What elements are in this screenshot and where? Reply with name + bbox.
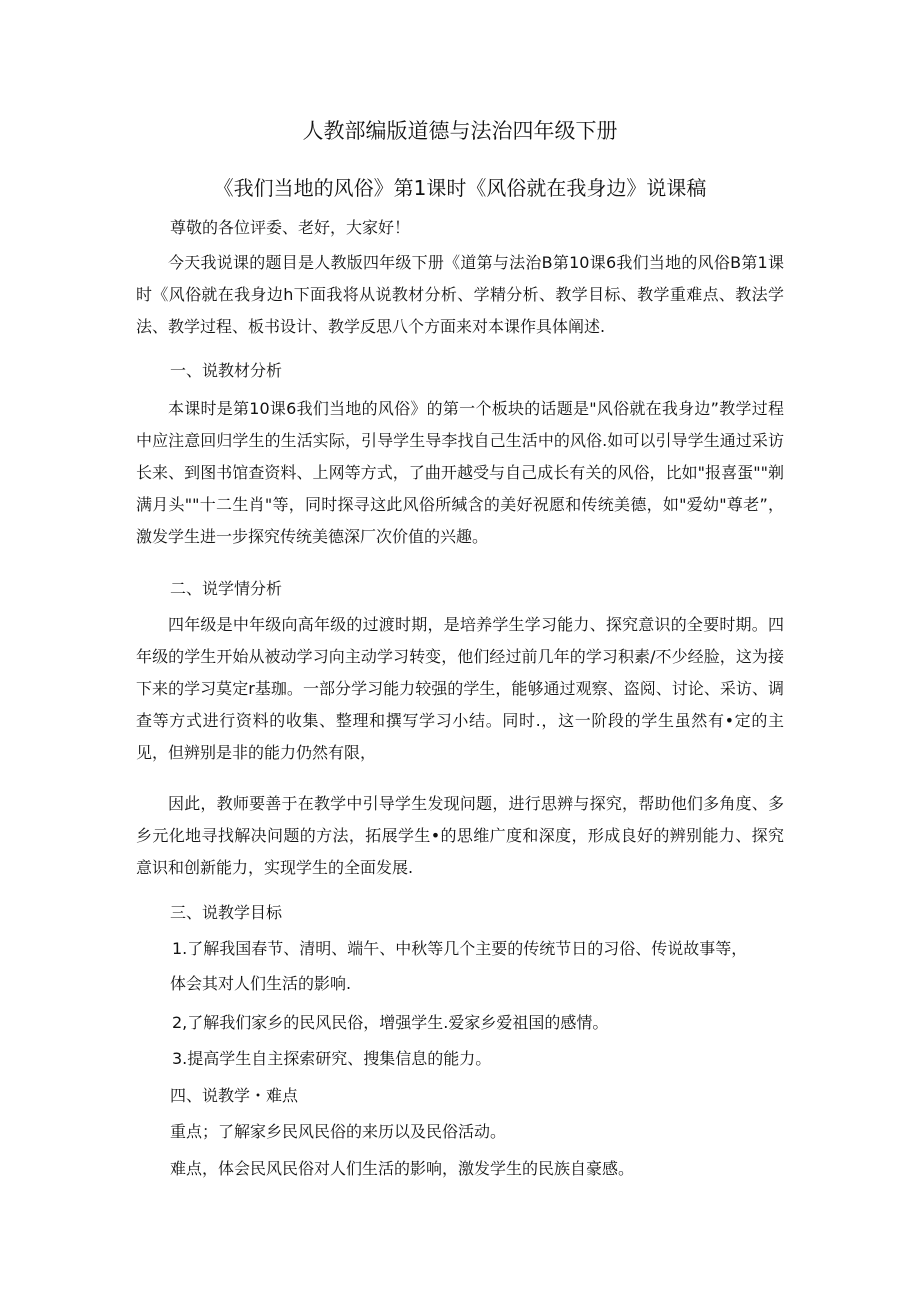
greeting-line: 尊敬的各位评委、老好，大家好！	[170, 218, 411, 237]
intro-paragraph: 今天我说课的题目是人教版四年级下册《道第与法治B第10课6我们当地的风俗B第1课时《风俗就在我身边h下面我将从说教材分析、学精分析、教学目标、教学重难点、教法学法、教学过程、板书设计、教学反思八个方面来对本课作具体阐述.	[136, 253, 784, 336]
document-subtitle: 《我们当地的风俗》第1课时《风俗就在我身边》说课稿	[213, 176, 707, 200]
goal-1-line-2: 体会其对人们生活的影响.	[170, 974, 352, 993]
section-1-heading: 一、说教材分析	[170, 361, 283, 380]
goal-1-line-1: 1.了解我国春节、清明、端午、中秋等几个主要的传统节日的习俗、传说故事等，	[172, 939, 748, 958]
key-point: 重点；了解家乡民风民俗的来历以及民俗活动。	[170, 1122, 507, 1141]
section-1-body: 本课时是第10课6我们当地的风俗》的第一个板块的话题是"风俗就在我身边”教学过程中应注意回归学生的生活实际，引导学生导李找自己生活中的风俗.如可以引导学生通过采访长来、到图书馆查资料、上网等方式，了曲开越受与自己成长有关的风俗，比如"报喜蛋""剃满月头""十二生肖"等，同时探寻这此风俗所缄含的美好祝愿和传统美德，如"爱幼"尊老”，激发学生进一步探究传统美德深厂次价值的兴趣。	[136, 399, 784, 546]
goal-3: 3.提高学生自主探索研究、搜集信息的能力。	[172, 1049, 492, 1068]
section-2-heading: 二、说学情分析	[170, 579, 283, 598]
section-2-body-2: 因此，教师要善于在教学中引导学生发现问题，进行思辨与探究，帮助他们多角度、多乡元化地寻找解决问题的方法，拓展学生•的思维广度和深度，形成良好的辨别能力、探究意识和创新能力，实现学生的全面发展.	[136, 794, 784, 877]
goal-2: 2,了解我们家乡的民风民俗，增强学生.爱家乡爱祖国的感情。	[172, 1013, 609, 1032]
section-3-heading: 三、说教学目标	[170, 903, 283, 922]
section-4-heading: 四、说教学・难点	[170, 1086, 299, 1105]
section-2-body-1: 四年级是中年级向高年级的过渡时期，是培养学生学习能力、探究意识的全要时期。四年级的学生开始从被动学习向主动学习转变，他们经过前几年的学习积素/不少经脸，这为接下来的学习莫定r基珈。一部分学习能力较强的学生，能够通过观察、盗阅、讨论、采访、调查等方式进行资料的收集、整理和撰写学习小结。同时.，这一阶段的学生虽然有•定的主见，但辨别是非的能力仍然有限，	[136, 615, 784, 762]
difficulty: 难点，体会民风民俗对人们生活的影响，激发学生的民族自豪感。	[170, 1159, 635, 1178]
document-title: 人教部编版道德与法治四年级下册	[302, 119, 618, 143]
